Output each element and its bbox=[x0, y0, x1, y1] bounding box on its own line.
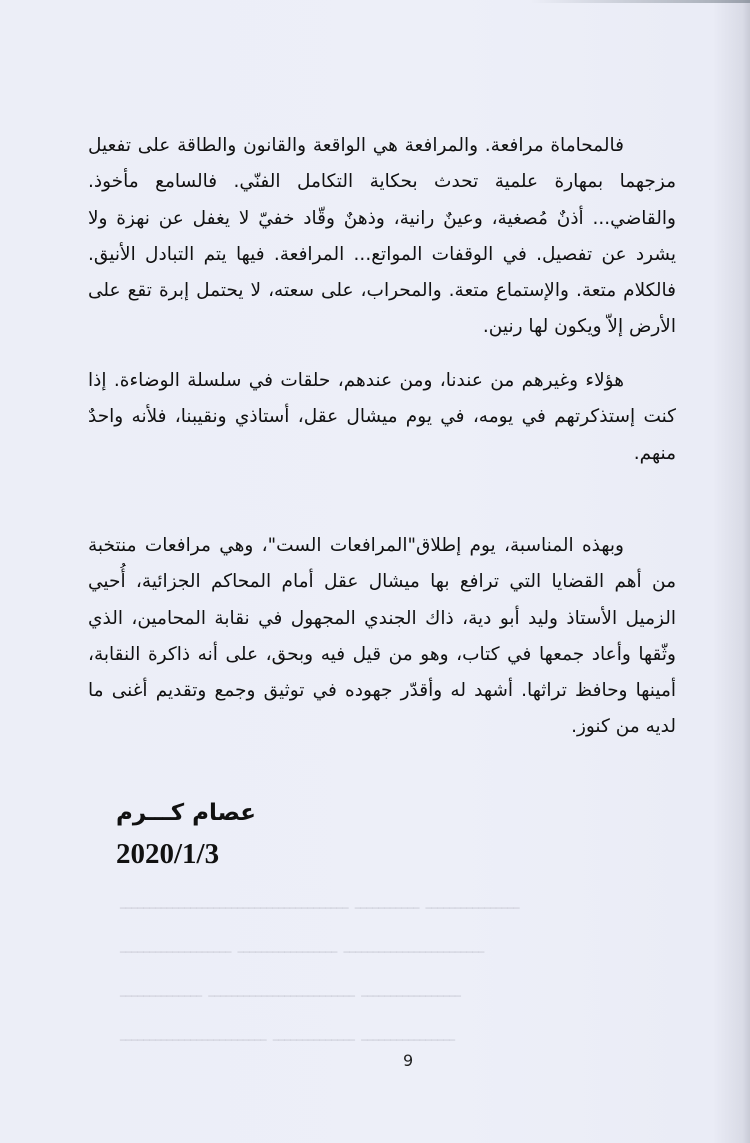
paragraph-1 bbox=[88, 128, 676, 346]
paragraph-text: وبهذه المناسبة، يوم إطلاق"المرافعات الست"، وهي مرافعات منتخبة من أهم القضايا التي ترافع بها ميشال عقل أمام المحاكم الجزائية، أُحيي الزميل الأستاذ وليد أبو دية، ذاك الجندي المجهول في نقابة المحامين، الذي وثّقها وأعاد جمعها في كتاب، وهو من قيل فيه وبحق، على أنه ذاكرة النقابة، أمينها وحافظ تراثها. أشهد له وأقدّر جهوده في توثيق وجمع وتقديم أغنى ما لديه من كنوز. bbox=[88, 535, 676, 738]
paragraph-3 bbox=[88, 528, 676, 746]
show-through-reverse-page: ـــــــــــــــــــــــــــــــــــــــ ـــــــــــ ــــــــــــــــ ـــــــــــــــــــ ـــــــــــــــــ ــــــــــــــــــــــــ ــــــــــــــ ـــــــــــــــــــــــــ ـــــــــــــــــ ـــــــــــــــــــــــــ ــــــــــــــ ــــــــــــــــ bbox=[120, 890, 520, 1046]
author-signature: عصام كـــرم bbox=[116, 800, 256, 826]
paragraph-2 bbox=[88, 363, 676, 472]
paragraph-text: هؤلاء وغيرهم من عندنا، ومن عندهم، حلقات في سلسلة الوضاءة. إذا كنت إستذكرتهم في يومه، في يوم ميشال عقل، أستاذي ونقيبنا، فلأنه واحدٌ منهم. bbox=[88, 370, 676, 464]
paragraph-text: فالمحاماة مرافعة. والمرافعة هي الواقعة والقانون والطاقة على تفعيل مزجهما بمهارة علمية تحدث بحكاية التكامل الفنّي. فالسامع مأخوذ. والقاضي... أذنٌ مُصغية، وعينٌ رانية، وذهنٌ وقّاد خفيّ لا يغفل عن نهزة ولا يشرد عن تفصيل. في الوقفات المواتع... المرافعة. فيها يتم التبادل الأنيق. فالكلام متعة. والإستماع متعة. والمحراب، على سعته، لا يحتمل إبرة تقع على الأرض إلاّ ويكون لها رنين. bbox=[88, 135, 676, 338]
page-number: 9 bbox=[403, 1051, 414, 1070]
page-edge-shadow bbox=[530, 0, 750, 3]
signature-date: 2020/1/3 bbox=[116, 838, 220, 870]
